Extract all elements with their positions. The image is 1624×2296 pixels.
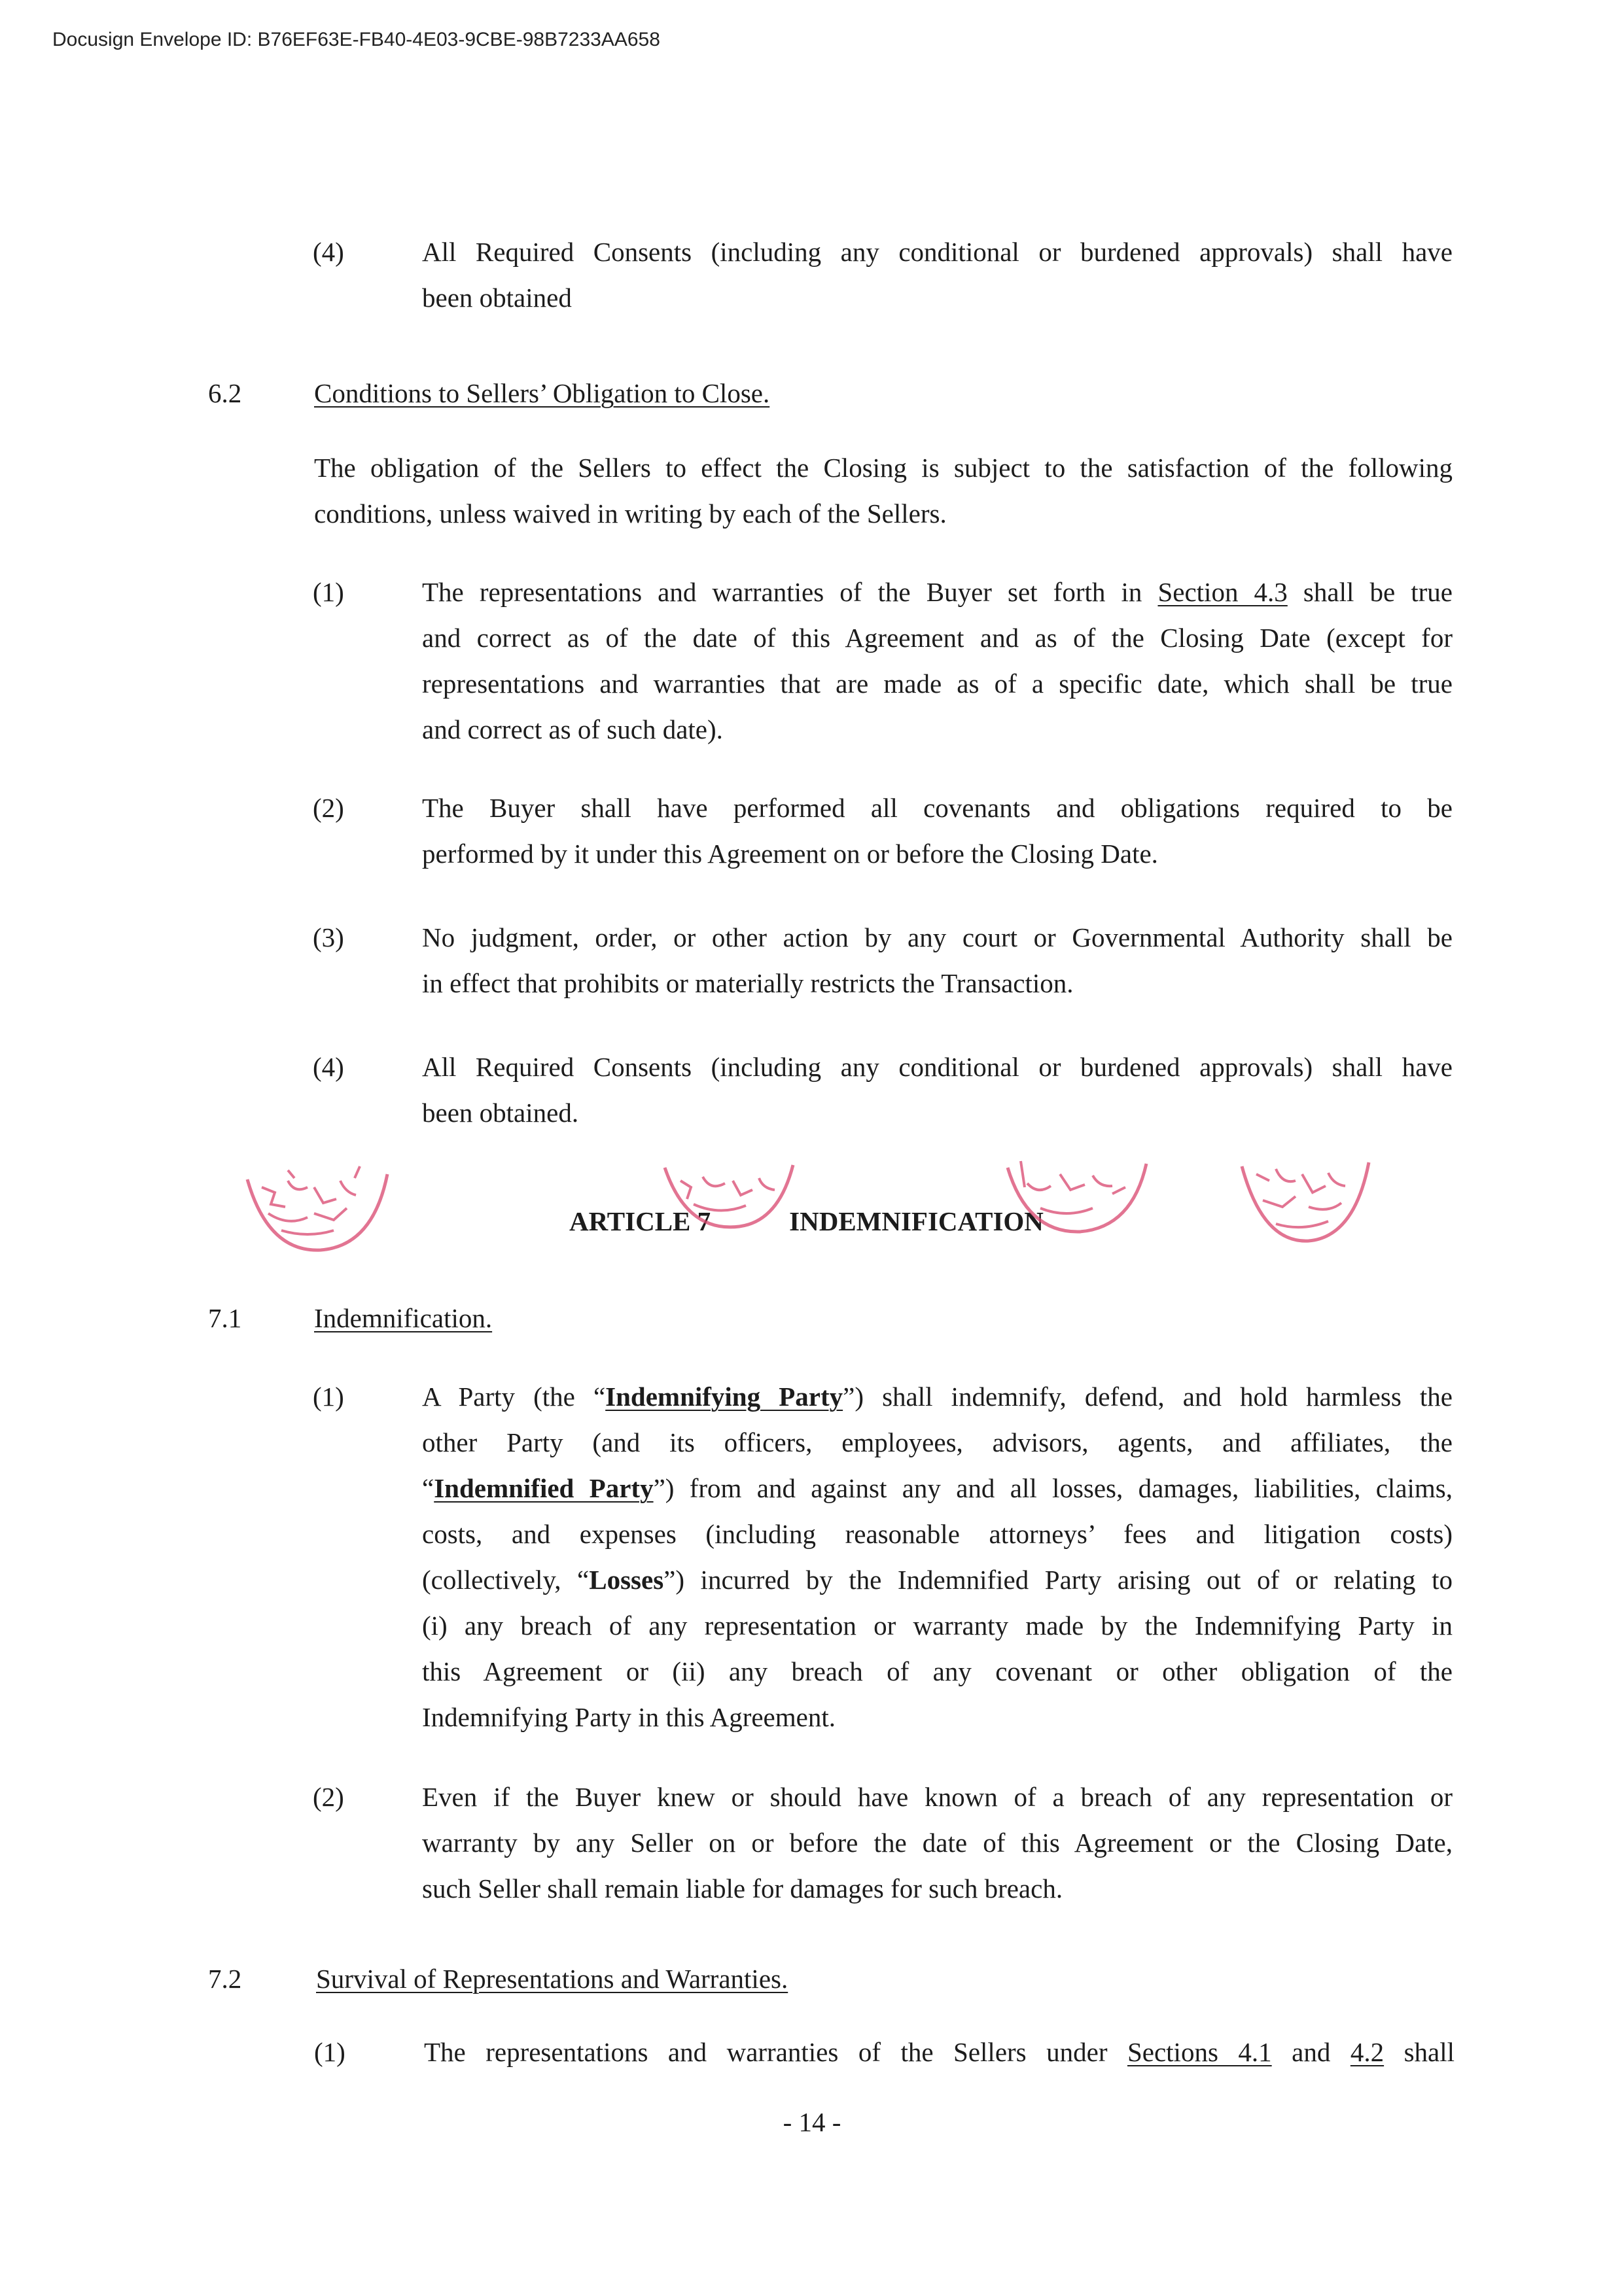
paragraph-line: conditions, unless waived in writing by each of the Sellers. — [314, 498, 947, 529]
item-number: (1) — [313, 1382, 344, 1412]
company-seal-stamp — [661, 1161, 798, 1233]
section-number: 7.1 — [208, 1303, 242, 1333]
article-title: INDEMNIFICATION — [789, 1206, 1044, 1236]
item-number: (3) — [313, 922, 344, 952]
paragraph-line: this Agreement or (ii) any breach of any covenant or other obligation of the — [422, 1656, 1453, 1686]
paragraph — [422, 1374, 1453, 1740]
paragraph-line: The representations and warranties of the Buyer set forth in Section 4.3 shall be true — [422, 577, 1453, 607]
paragraph-line: The obligation of the Sellers to effect the Closing is subject to the satisfaction of the following — [314, 453, 1453, 483]
item-number: (4) — [313, 237, 344, 267]
item-number: (1) — [314, 2037, 345, 2067]
article-label: ARTICLE 7 — [569, 1206, 711, 1236]
paragraph — [422, 785, 1453, 877]
paragraph-line: warranty by any Seller on or before the date of this Agreement or the Closing Date, — [422, 1828, 1453, 1858]
paragraph-line: All Required Consents (including any conditional or burdened approvals) shall have — [422, 237, 1453, 267]
section-number: 7.2 — [208, 1964, 242, 1994]
item-number: (4) — [313, 1052, 344, 1082]
paragraph-line: No judgment, order, or other action by any court or Governmental Authority shall be — [422, 922, 1453, 952]
item-number: (2) — [313, 1782, 344, 1812]
section-reference: 4.2 — [1350, 2037, 1385, 2067]
article-heading — [569, 1198, 1044, 1244]
defined-term: Indemnified Party — [434, 1473, 654, 1503]
paragraph-line: such Seller shall remain liable for damages for such breach. — [422, 1873, 1063, 1904]
paragraph-line: The Buyer shall have performed all covenants and obligations required to be — [422, 793, 1453, 823]
paragraph-line: other Party (and its officers, employees, advisors, agents, and affiliates, the — [422, 1427, 1453, 1457]
item-number: (2) — [313, 793, 344, 823]
section-heading: Survival of Representations and Warranties. — [316, 1964, 788, 1994]
paragraph — [422, 229, 1453, 321]
paragraph-line: The representations and warranties of the Sellers under Sections 4.1 and 4.2 shall — [424, 2037, 1455, 2067]
company-seal-stamp — [1001, 1155, 1152, 1240]
paragraph-line: been obtained — [422, 283, 572, 313]
paragraph-line: All Required Consents (including any conditional or burdened approvals) shall have — [422, 1052, 1453, 1082]
company-seal-stamp — [1237, 1155, 1374, 1246]
paragraph-line: been obtained. — [422, 1098, 579, 1128]
paragraph — [422, 569, 1453, 752]
company-seal-stamp — [242, 1161, 393, 1259]
paragraph-line: “Indemnified Party”) from and against any and all losses, damages, liabilities, claims, — [422, 1473, 1453, 1503]
paragraph — [422, 1044, 1453, 1136]
section-reference: Sections 4.1 — [1127, 2037, 1272, 2067]
paragraph-line: and correct as of the date of this Agreement and as of the Closing Date (except for — [422, 623, 1453, 653]
section-heading: Conditions to Sellers’ Obligation to Close. — [314, 378, 770, 408]
defined-term: Losses — [589, 1565, 664, 1595]
section-heading: Indemnification. — [314, 1303, 493, 1333]
paragraph-line: representations and warranties that are made as of a specific date, which shall be true — [422, 669, 1453, 699]
paragraph-line: A Party (the “Indemnifying Party”) shall indemnify, defend, and hold harmless the — [422, 1382, 1453, 1412]
paragraph-line: (i) any breach of any representation or warranty made by the Indemnifying Party in — [422, 1610, 1453, 1641]
item-number: (1) — [313, 577, 344, 607]
paragraph-line: costs, and expenses (including reasonable attorneys’ fees and litigation costs) — [422, 1519, 1453, 1549]
paragraph — [422, 914, 1453, 1006]
paragraph-line: performed by it under this Agreement on or before the Closing Date. — [422, 839, 1158, 869]
paragraph — [422, 1774, 1453, 1911]
paragraph-line: and correct as of such date). — [422, 714, 723, 744]
paragraph-line: Indemnifying Party in this Agreement. — [422, 1702, 836, 1732]
paragraph-line: in effect that prohibits or materially restricts the Transaction. — [422, 968, 1074, 998]
paragraph-line: Even if the Buyer knew or should have known of a breach of any representation or — [422, 1782, 1453, 1812]
defined-term: Indemnifying Party — [605, 1382, 843, 1412]
paragraph — [314, 445, 1453, 536]
paragraph-line: (collectively, “Losses”) incurred by the Indemnified Party arising out of or relating to — [422, 1565, 1453, 1595]
paragraph — [424, 2029, 1455, 2075]
envelope-id: Docusign Envelope ID: B76EF63E-FB40-4E03-9CBE-98B7233AA658 — [52, 29, 660, 50]
page-number: - 14 - — [783, 2107, 841, 2137]
section-number: 6.2 — [208, 378, 242, 408]
section-reference: Section 4.3 — [1157, 577, 1288, 607]
